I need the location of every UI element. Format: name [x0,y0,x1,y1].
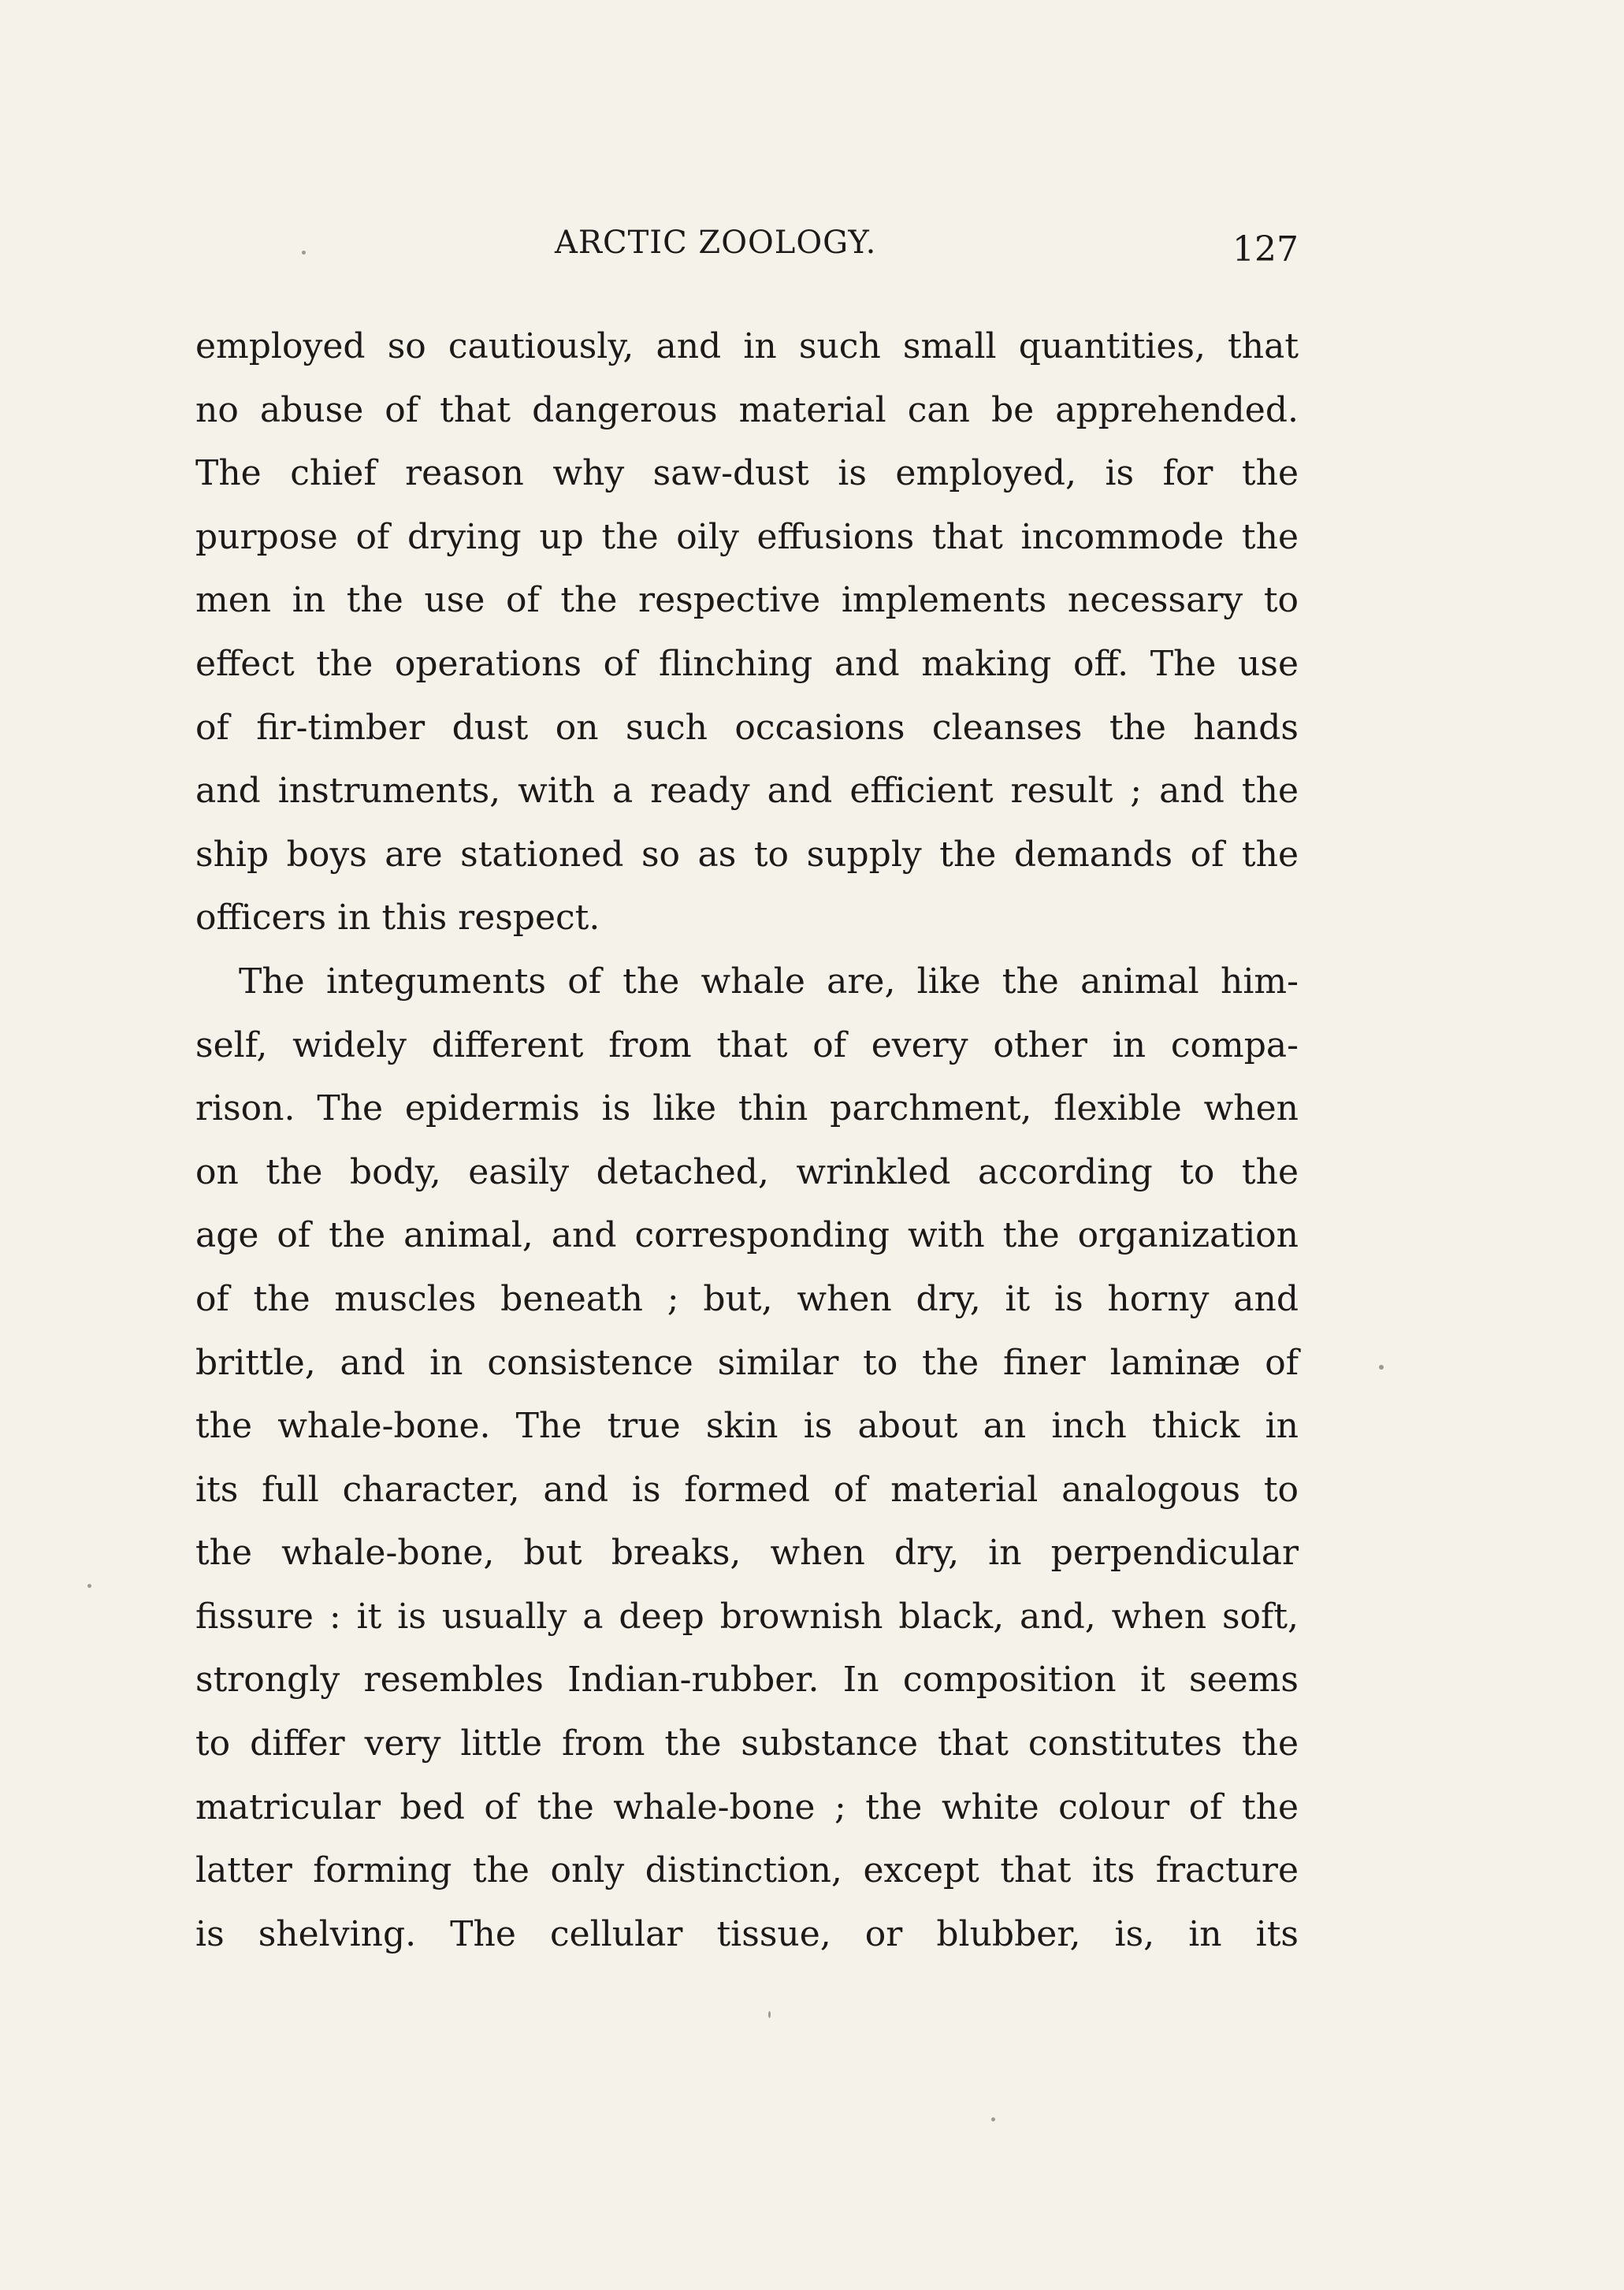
text-line: the whale-bone, but breaks, when dry, in perpendicular [195,1533,1299,1574]
text-line: self, widely different from that of every other in compa- [195,1024,1299,1065]
paper-speck [768,2011,771,2018]
paper-speck [87,1584,91,1588]
paper-speck [1379,1365,1384,1370]
page-header [195,225,1299,272]
paragraph-start-line: The integuments of the whale are, like the animal him- [239,961,1299,1002]
text-line: The chief reason why saw-dust is employed, is for the [195,453,1299,494]
text-line: no abuse of that dangerous material can be apprehended. [195,389,1299,430]
text-line: and instruments, with a ready and efficient result ; and the [195,771,1299,812]
text-line: ship boys are stationed so as to supply the demands of the [195,834,1299,875]
text-line: to differ very little from the substance that constitutes the [195,1723,1299,1764]
text-line: rison. The epidermis is like thin parchment, flexible when [195,1088,1299,1129]
text-line: effect the operations of flinching and making off. The use [195,643,1299,684]
text-line: its full character, and is formed of material analogous to [195,1469,1299,1510]
paper-speck [302,251,306,255]
page-number: 127 [1232,229,1299,270]
text-line: the whale-bone. The true skin is about an inch thick in [195,1406,1299,1447]
body-text [195,315,1299,1966]
text-line: on the body, easily detached, wrinkled according to the [195,1151,1299,1192]
text-line: latter forming the only distinction, except that its fracture [195,1850,1299,1891]
text-line: of the muscles beneath ; but, when dry, it is horny and [195,1278,1299,1319]
text-line: is shelving. The cellular tissue, or blubber, is, in its [195,1913,1299,1954]
text-line: of fir-timber dust on such occasions cleanses the hands [195,707,1299,748]
text-line: men in the use of the respective implements necessary to [195,580,1299,621]
text-line: age of the animal, and corresponding with the organization [195,1215,1299,1256]
text-line: matricular bed of the whale-bone ; the white colour of the [195,1786,1299,1827]
text-line: fissure : it is usually a deep brownish black, and, when soft, [195,1596,1299,1637]
text-line: brittle, and in consistence similar to the finer laminæ of [195,1342,1299,1383]
running-title: ARCTIC ZOOLOGY. [555,225,877,261]
paper-speck [991,2117,995,2121]
paragraph-end-line: officers in this respect. [195,898,600,939]
text-line: purpose of drying up the oily effusions that incommode the [195,516,1299,557]
text-line: strongly resembles Indian-rubber. In composition it seems [195,1660,1299,1701]
text-line: employed so cautiously, and in such small quantities, that [195,326,1299,366]
